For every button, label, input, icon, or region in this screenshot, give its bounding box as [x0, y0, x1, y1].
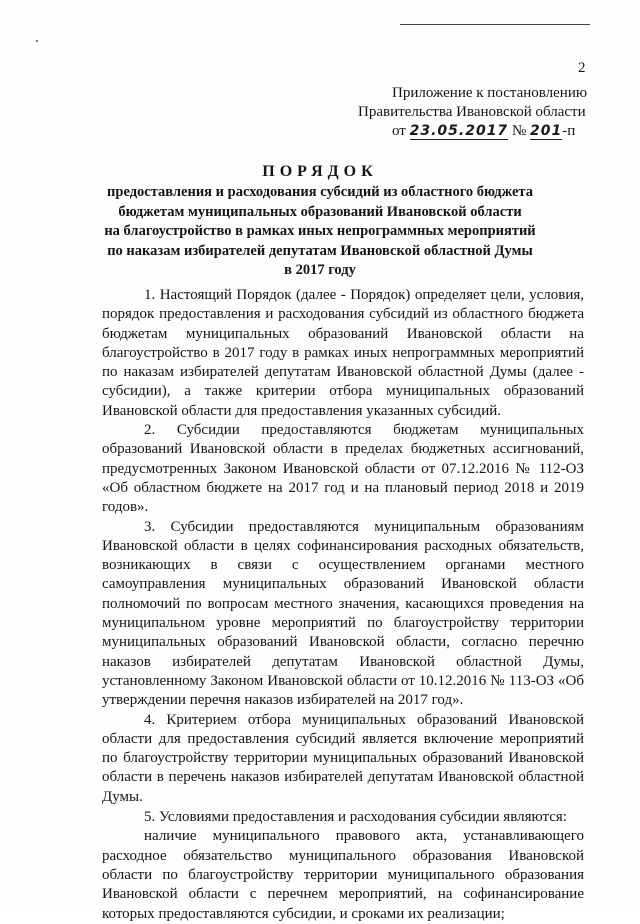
paragraph-4: 4. Критерием отбора муниципальных образований Ивановской области для предоставления субсидий является включение мероприятий по благоустройству территории муниципальных образований Ивановской области в перечень наказов избирателей депутатам Ивановской областной Думы. — [102, 711, 584, 805]
paragraph-3: 3. Субсидии предоставляются муниципальным образованиям Ивановской области в целях софинансирования расходных обязательств, возникающих в связи с осуществлением органами местного самоуправления муниципальных образований Ивановской области полномочий по вопросам местного значения, касающихся проведения на муниципальном уровне мероприятий по благоустройству территории муниципальных образований Ивановской области, согласно перечню наказов избирателей депутатам Ивановской областной Думы, установленному Законом Ивановской области от 10.12.2016 № 113-ОЗ «Об утверждении перечня наказов избирателей на 2017 год». — [102, 518, 584, 709]
paragraph-1: 1. Настоящий Порядок (далее - Порядок) определяет цели, условия, порядок предоставления и расходования субсидий из областного бюджета бюджетам муниципальных образований Ивановской области на благоустройство в 2017 году в рамках иных непрограммных мероприятий по наказам избирателей депутатам Ивановской областной Думы (далее - субсидии), а также критерии отбора муниципальных образований Ивановской области для предоставления указанных субсидий. — [102, 287, 584, 419]
number-sign: № — [511, 123, 527, 139]
appendix-line-2: Правительства Ивановской области — [358, 104, 586, 120]
subtitle-line: бюджетам муниципальных образований Ивановской области — [118, 203, 522, 220]
paragraph-5-condition: наличие муниципального правового акта, устанавливающего расходное обязательство муниципального образования Ивановской области по благоустройству территории муниципального образования Ивановской области с перечнем мероприятий, на софинансирование которых предоставляются субсидии, и сроками их реализации; — [102, 828, 584, 922]
appendix-from: от — [392, 123, 406, 139]
handwritten-number: 201 — [530, 123, 563, 139]
paragraph-2: 2. Субсидии предоставляются бюджетам муниципальных образований Ивановской области в пределах бюджетных ассигнований, предусмотренных Законом Ивановской области от 07.12.2016 № 112-ОЗ «Об областном бюджете на 2017 год и на плановый период 2018 и 2019 годов». — [102, 422, 584, 516]
page-number: 2 — [578, 60, 586, 76]
handwritten-date: 23.05.2017 — [409, 123, 509, 139]
appendix-block — [358, 84, 592, 141]
subtitle-line: предоставления и расходования субсидий из областного бюджета — [107, 184, 533, 200]
scan-speck — [36, 40, 38, 42]
document-subtitle — [100, 183, 540, 281]
subtitle-line: в 2017 году — [284, 262, 356, 278]
top-border-line — [400, 24, 590, 25]
number-suffix: -п — [562, 123, 576, 139]
appendix-date-line — [392, 122, 592, 141]
subtitle-line: по наказам избирателей депутатам Ивановской областной Думы — [107, 242, 533, 259]
appendix-line-1: Приложение к постановлению — [392, 85, 588, 101]
paragraph-5: 5. Условиями предоставления и расходования субсидии являются: — [144, 809, 567, 826]
document-body — [102, 286, 584, 924]
document-title: ПОРЯДОК — [262, 163, 378, 180]
subtitle-line: на благоустройство в рамках иных непрограммных мероприятий — [104, 223, 536, 239]
